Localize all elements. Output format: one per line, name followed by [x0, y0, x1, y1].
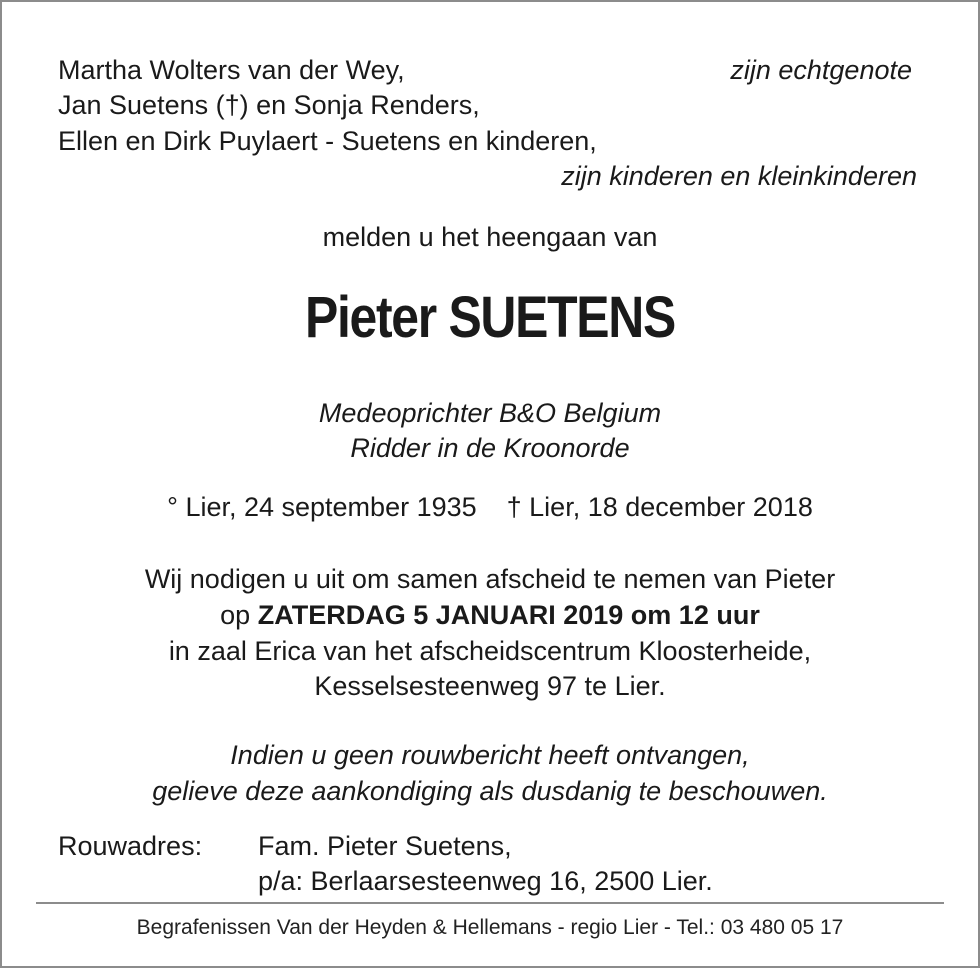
- ceremony-line-3: in zaal Erica van het afscheidscentrum Kloosterheide,: [168, 636, 812, 666]
- ceremony-line-1: Wij nodigen u uit om samen afscheid te nemen van Pieter: [144, 564, 836, 594]
- birth-date: ° Lier, 24 september 1935: [167, 492, 477, 522]
- address-line-1: Fam. Pieter Suetens,: [258, 831, 512, 861]
- funeral-home-footer: Begrafenissen Van der Heyden & Hellemans - regio Lier - Tel.: 03 480 05 17: [136, 916, 844, 939]
- deceased-name: Pieter SUETENS: [304, 285, 676, 350]
- notice-line-2: gelieve deze aankondiging als dusdanig te beschouwen.: [152, 776, 828, 806]
- spouse-role: zijn echtgenote: [730, 55, 912, 85]
- ceremony-line-4: Kesselsesteenweg 97 te Lier.: [314, 671, 666, 701]
- death-date: † Lier, 18 december 2018: [506, 492, 813, 522]
- footer-divider: [36, 902, 944, 904]
- address-line-2: p/a: Berlaarsesteenweg 16, 2500 Lier.: [258, 866, 713, 896]
- ceremony-date-time: ZATERDAG 5 JANUARI 2019 om 12 uur: [257, 600, 760, 630]
- notice-line-1: Indien u geen rouwbericht heeft ontvangen,: [230, 740, 750, 770]
- children-role: zijn kinderen en kleinkinderen: [561, 161, 917, 191]
- title-line-2: Ridder in de Kroonorde: [350, 433, 630, 463]
- announce-line: melden u het heengaan van: [322, 222, 658, 252]
- child-line-2: Ellen en Dirk Puylaert - Suetens en kinderen,: [58, 126, 597, 156]
- ceremony-line-2: [0, 598, 980, 632]
- ceremony-prefix: op: [220, 600, 251, 630]
- address-label: Rouwadres:: [58, 831, 203, 861]
- life-dates: [0, 490, 980, 524]
- child-line-1: Jan Suetens (†) en Sonja Renders,: [58, 90, 480, 120]
- title-line-1: Medeoprichter B&O Belgium: [318, 398, 662, 428]
- spouse-name: Martha Wolters van der Wey,: [58, 55, 405, 85]
